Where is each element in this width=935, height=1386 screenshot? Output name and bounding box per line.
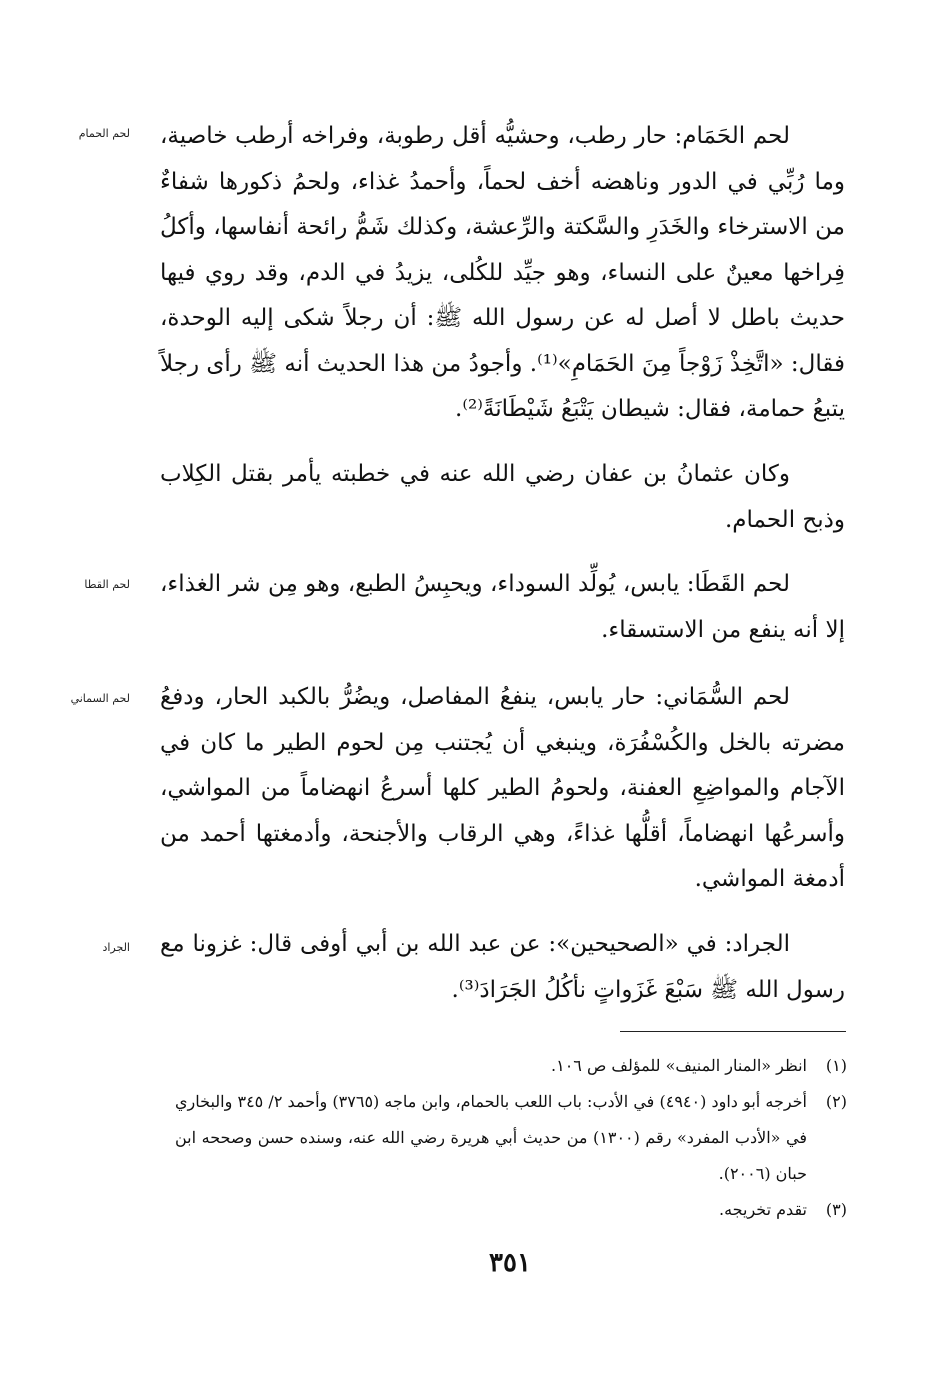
footnote-number: (٣) [825, 1200, 847, 1219]
footnote-text: انظر «المنار المنيف» للمؤلف ص ١٠٦. [551, 1056, 807, 1075]
footnote-3 [175, 1192, 847, 1228]
margin-note-qata: لحم القطا [84, 578, 130, 591]
section-pigeon [160, 114, 845, 433]
section-quail [160, 675, 845, 903]
paragraph-qata: لحم القَطَا: يابس، يُولِّد السوداء، ويحبِسُ الطبع، وهو مِن شر الغذاء، إلا أنه ينفع من الاستسقاء. [160, 571, 845, 643]
footnote-2 [175, 1084, 847, 1192]
page-number: ٣٥١ [489, 1248, 531, 1278]
margin-note-pigeon: لحم الحمام [78, 127, 130, 140]
footnote-text: تقدم تخريجه. [719, 1200, 807, 1219]
section-qata [160, 562, 845, 653]
paragraph-pigeon: لحم الحَمَام: حار رطب، وحشيُّه أقل رطوبة، وفراخه أرطب خاصية، وما رُبِّي في الدور وناهضه أخف لحماً، وأحمدُ غذاء، ولحمُ ذكورها شفاءٌ من الاسترخاء والخَدَرِ والسَّكتة والرِّعشة، وكذلك شَمُّ رائحة أنفاسها، وأكلُ فِراخها معينٌ على النساء، وهو جيِّد للكُلى، يزيدُ في الدم، وقد روي فيها حديث باطل لا أصل له عن رسول الله ﷺ: أن رجلاً شكى إليه الوحدة، فقال: «اتَّخِذْ زَوْجاً مِنَ الحَمَامِ»⁽¹⁾. وأجودُ من هذا الحديث أنه ﷺ رأى رجلاً يتبعُ حمامة، فقال: شيطان يَتْبَعُ شَيْطَانَةً⁽²⁾. [160, 123, 846, 422]
footnotes [175, 1048, 847, 1228]
footnote-number: (١) [825, 1056, 847, 1075]
paragraph-othman: وكان عثمانُ بن عفان رضي الله عنه في خطبته يأمر بقتل الكِلاب وذبح الحمام. [160, 461, 845, 533]
margin-note-quail: لحم السماني [70, 692, 130, 705]
margin-note-locust: الجراد [102, 941, 130, 954]
section-locust [160, 922, 845, 1013]
footnote-number: (٢) [825, 1092, 847, 1111]
footnote-separator [620, 1031, 846, 1032]
paragraph-quail: لحم السُّمَاني: حار يابس، ينفعُ المفاصل، ويضُرُّ بالكبد الحار، ودفعُ مضرته بالخل والكُسْفُرَة، وينبغي أن يُجتنب مِن لحوم الطير ما كان في الآجام والمواضِعِ العفنة، ولحومُ الطير كلها أسرعُ انهضاماً من المواشي، وأسرعُها انهضاماً، أقلُّها غذاءً، وهي الرقاب والأجنحة، وأدمغتها أحمد من أدمغة المواشي. [160, 684, 845, 892]
footnote-text: أخرجه أبو داود (٤٩٤٠) في الأدب: باب اللعب بالحمام، وابن ماجه (٣٧٦٥) وأحمد ٢/ ٣٤٥ والبخاري في «الأدب المفرد» رقم (١٣٠٠) من حديث أبي هريرة رضي الله عنه، وسنده حسن وصححه ابن حبان (٢٠٠٦). [175, 1092, 807, 1183]
paragraph-locust: الجراد: في «الصحيحين»: عن عبد الله بن أبي أوفى قال: غزونا مع رسول الله ﷺ سَبْعَ غَزَواتٍ نأكُلُ الجَرَادَ⁽³⁾. [160, 931, 845, 1003]
section-othman [160, 452, 845, 543]
footnote-1 [175, 1048, 847, 1084]
